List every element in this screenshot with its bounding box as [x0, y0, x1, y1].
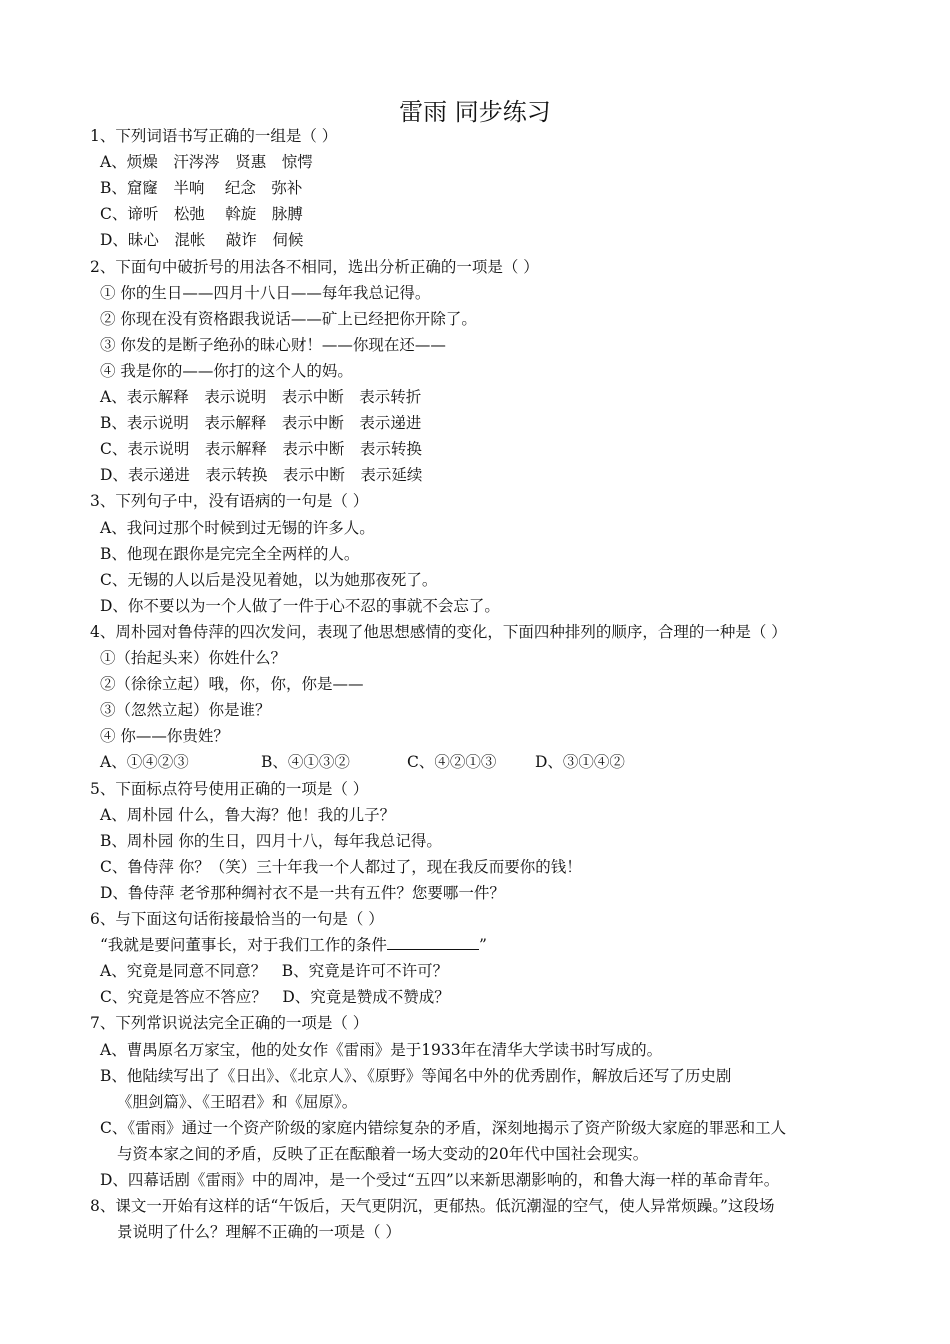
- question-line: [100, 570, 437, 590]
- question-line: [100, 361, 353, 381]
- line-text: 5、下面标点符号使用正确的一项是（ ）: [90, 779, 369, 798]
- line-text: ① 你的生日——四月十八日——每年我总记得。: [100, 283, 431, 302]
- fill-in-blank: [387, 935, 479, 950]
- question-stem: [90, 1196, 774, 1216]
- line-text: D、昧心 混帐 敲诈 伺候: [100, 231, 304, 250]
- line-text: B、周朴园 你的生日，四月十八，每年我总记得。: [100, 831, 442, 850]
- question-stem: [90, 622, 787, 642]
- line-text: A、究竟是同意不同意？ B、究竟是许可不许可？: [100, 962, 449, 981]
- line-text: 8、课文一开始有这样的话“午饭后，天气更阴沉，更郁热。低沉潮湿的空气，使人异常烦躁。”这段场: [90, 1197, 775, 1216]
- answer-option: A、①④②③: [100, 753, 189, 772]
- question-line: [100, 987, 450, 1007]
- question-stem: [90, 909, 384, 929]
- question-line: [100, 935, 487, 955]
- question-line: [100, 387, 421, 407]
- question-line: [100, 518, 375, 538]
- question-line: [100, 726, 229, 746]
- question-line: [100, 1170, 779, 1190]
- line-text: ②（徐徐立起）哦，你，你，你是——: [100, 675, 364, 694]
- question-line: [100, 805, 395, 825]
- answer-option: C、④②①③: [407, 753, 497, 772]
- question-line: [100, 309, 477, 329]
- line-text: A、曹禺原名万家宝，他的处女作《雷雨》是于1933年在清华大学读书时写成的。: [100, 1040, 663, 1059]
- question-line: [100, 596, 500, 616]
- line-text: A、我问过那个时候到过无锡的许多人。: [100, 518, 375, 537]
- question-line: [100, 439, 422, 459]
- line-text: C、究竟是答应不答应？ D、究竟是赞成不赞成？: [100, 988, 450, 1007]
- line-text: D、表示递进 表示转换 表示中断 表示延续: [100, 466, 423, 485]
- line-text: 景说明了什么？理解不正确的一项是（ ）: [117, 1223, 401, 1242]
- document-title: 雷雨 同步练习: [399, 98, 551, 126]
- question-line: [117, 1222, 401, 1242]
- line-text: 1、下列词语书写正确的一组是（ ）: [90, 127, 338, 145]
- line-text: C、表示说明 表示解释 表示中断 表示转换: [100, 440, 422, 459]
- line-text: ④ 你——你贵姓？: [100, 727, 229, 746]
- closing-quote: ”: [478, 936, 487, 955]
- question-line: [100, 648, 286, 668]
- line-text: 4、周朴园对鲁侍萍的四次发问，表现了他思想感情的变化，下面四种排列的顺序，合理的一种是（ ）: [90, 622, 787, 641]
- line-text: B、他现在跟你是完完全全两样的人。: [100, 544, 360, 563]
- question-stem: [90, 779, 368, 799]
- question-line: [117, 1092, 357, 1112]
- question-line: [100, 1066, 731, 1086]
- line-text: D、你不要以为一个人做了一件于心不忍的事就不会忘了。: [100, 596, 500, 615]
- line-text: C、谛听 松弛 斡旋 脉膊: [100, 205, 303, 224]
- question-line: [100, 178, 302, 198]
- line-text: 2、下面句中破折号的用法各不相同，选出分析正确的一项是（ ）: [90, 257, 539, 276]
- question-line: [100, 544, 359, 564]
- line-text: ② 你现在没有资格跟我说话——矿上已经把你开除了。: [100, 309, 477, 328]
- line-text: B、表示说明 表示解释 表示中断 表示递进: [100, 414, 422, 433]
- question-stem: [90, 257, 539, 277]
- line-text: B、他陆续写出了《日出》、《北京人》、《原野》等闻名中外的优秀剧作，解放后还写了历史剧: [100, 1066, 732, 1085]
- line-text: D、四幕话剧《雷雨》中的周冲，是一个受过“五四”以来新思潮影响的，和鲁大海一样的革命青年。: [100, 1171, 780, 1189]
- line-text: ④ 我是你的——你打的这个人的妈。: [100, 361, 353, 380]
- question-stem: [90, 1013, 368, 1033]
- question-line: [100, 857, 582, 877]
- question-line: [100, 204, 303, 224]
- question-line: [100, 283, 430, 303]
- question-line: [100, 1118, 786, 1138]
- line-text: “我就是要问董事长，对于我们工作的条件: [100, 936, 387, 955]
- line-text: 《胆剑篇》、《王昭君》和《屈原》。: [117, 1092, 358, 1111]
- line-text: ③ 你发的是断子绝孙的昧心财！——你现在还——: [100, 335, 446, 354]
- question-line: [100, 961, 448, 981]
- line-text: A、周朴园 什么，鲁大海？他！我的儿子？: [100, 805, 396, 824]
- question-line: [100, 700, 271, 720]
- line-text: D、鲁侍萍 老爷那种绸衬衣不是一共有五件？您要哪一件？: [100, 883, 505, 902]
- question-line: [100, 465, 422, 485]
- line-text: 6、与下面这句话衔接最恰当的一句是（ ）: [90, 910, 384, 928]
- question-line: [100, 831, 442, 851]
- line-text: 与资本家之间的矛盾，反映了正在酝酿着一场大变动的20年代中国社会现实。: [117, 1144, 649, 1163]
- line-text: ①（抬起头来）你姓什么？: [100, 649, 287, 667]
- question-line: [100, 230, 303, 250]
- question-line: [100, 883, 505, 903]
- line-text: C、鲁侍萍 你？（笑）三十年我一个人都过了，现在我反而要你的钱！: [100, 857, 582, 876]
- question-stem: [90, 491, 368, 511]
- question-line: [100, 1040, 662, 1060]
- question-line: [100, 674, 364, 694]
- question-line: [100, 335, 446, 355]
- line-text: 3、下列句子中，没有语病的一句是（ ）: [90, 492, 369, 511]
- line-text: ③（忽然立起）你是谁？: [100, 701, 271, 720]
- line-text: A、表示解释 表示说明 表示中断 表示转折: [100, 388, 422, 406]
- answer-option: B、④①③②: [261, 753, 350, 772]
- question-stem: [90, 126, 337, 146]
- question-line: [100, 152, 313, 172]
- question-line: [100, 413, 421, 433]
- line-text: B、窟窿 半响 纪念 弥补: [100, 179, 303, 198]
- line-text: A、烦燥 汗涔涔 贤惠 惊愕: [100, 153, 313, 172]
- answer-option: D、③①④②: [535, 753, 625, 772]
- question-line: [117, 1144, 648, 1164]
- line-text: C、无锡的人以后是没见着她，以为她那夜死了。: [100, 570, 438, 589]
- line-text: 7、下列常识说法完全正确的一项是（ ）: [90, 1014, 369, 1033]
- line-text: C、《雷雨》通过一个资产阶级的家庭内错综复杂的矛盾，深刻地揭示了资产阶级大家庭的罪恶和工人: [100, 1118, 787, 1137]
